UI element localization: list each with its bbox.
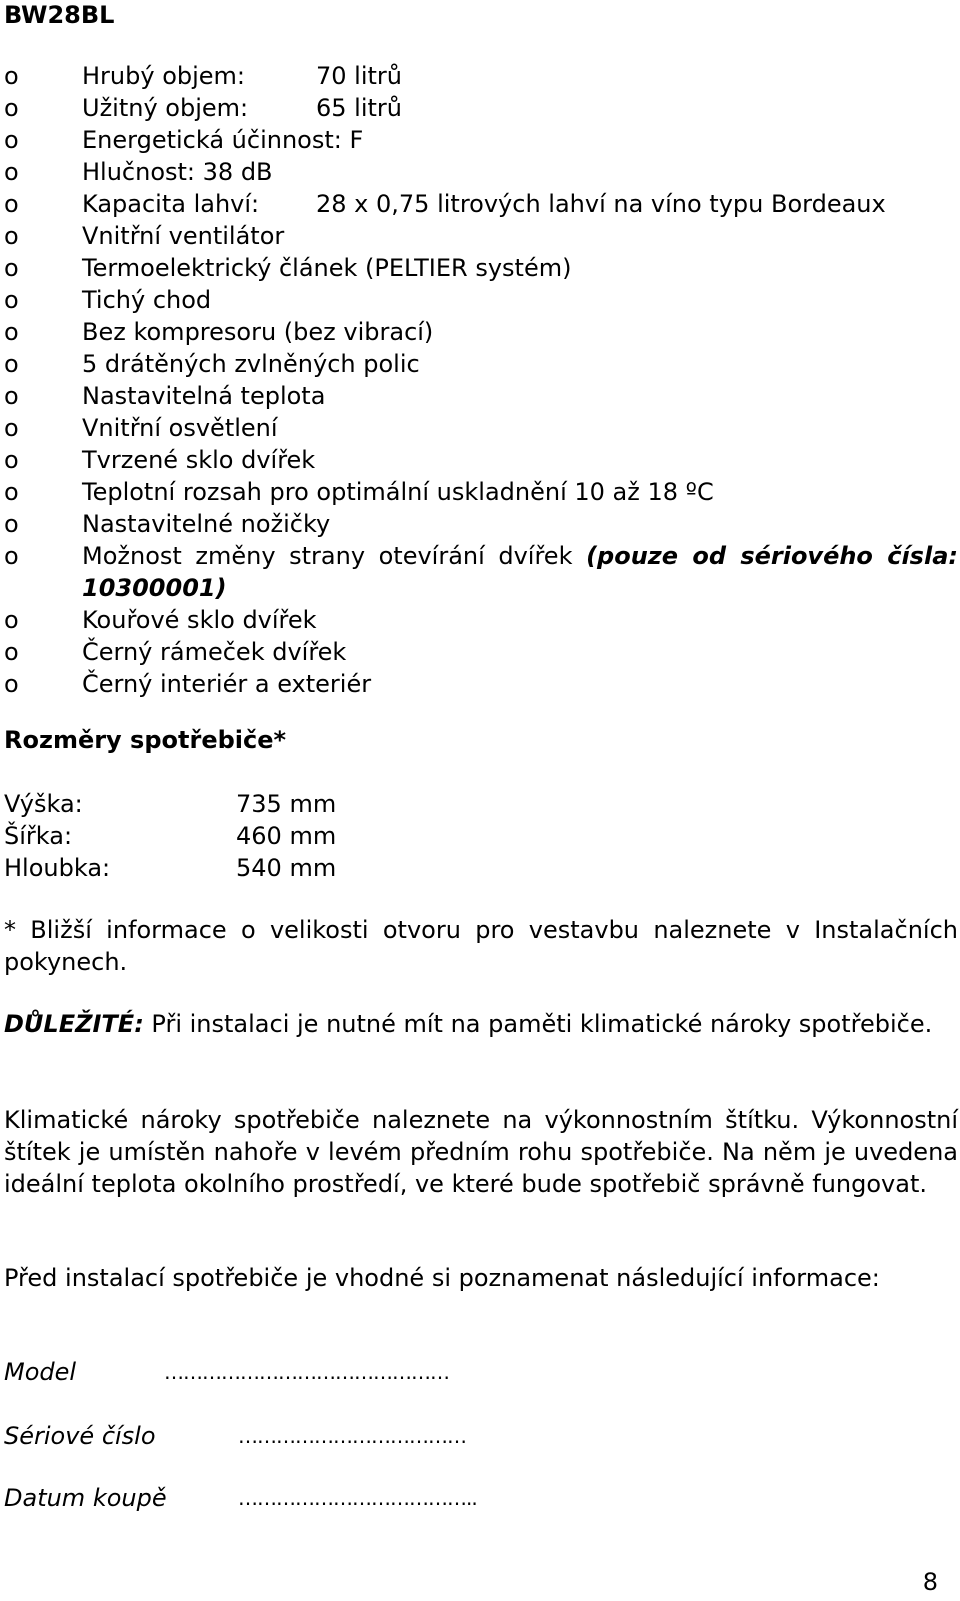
page-number: 8 (922, 1568, 938, 1596)
spec-label: Vnitřní osvětlení (82, 414, 278, 442)
spec-label: Tvrzené sklo dvířek (82, 446, 316, 474)
spec-item (0, 444, 958, 476)
bullet-icon: o (4, 382, 19, 410)
dimension-row (4, 788, 504, 820)
spec-serial-note: (pouze od sériového čísla: 10300001) (82, 542, 958, 602)
bullet-icon: o (4, 350, 19, 378)
bullet-icon: o (4, 62, 19, 90)
spec-item (0, 220, 958, 252)
footnote: * Bližší informace o velikosti otvoru pro vestavbu naleznete v Instalačních pokynech. (4, 916, 958, 976)
spec-label: Nastavitelné nožičky (82, 510, 331, 538)
dimension-value: 735 mm (236, 790, 337, 818)
bullet-icon: o (4, 254, 19, 282)
spec-item (0, 540, 958, 604)
spec-label: Teplotní rozsah pro optimální uskladnění 10 až 18 ºC (82, 478, 714, 506)
spec-label: Kouřové sklo dvířek (82, 606, 317, 634)
spec-item (0, 188, 958, 220)
bullet-icon: o (4, 542, 19, 570)
dimension-value: 460 mm (236, 822, 337, 850)
spec-value: 70 litrů (316, 62, 402, 90)
spec-item (0, 92, 958, 124)
important-note (4, 1008, 958, 1040)
spec-label: 5 drátěných zvlněných polic (82, 350, 420, 378)
spec-item (0, 348, 958, 380)
dimension-row (4, 852, 504, 884)
dimensions-table (4, 788, 504, 884)
spec-item (0, 252, 958, 284)
dimension-label: Výška: (4, 790, 83, 818)
spec-item (0, 124, 958, 156)
bullet-icon: o (4, 286, 19, 314)
dimensions-title: Rozměry spotřebiče* (4, 726, 287, 754)
bullet-icon: o (4, 94, 19, 122)
spec-label: Kapacita lahví: (82, 190, 260, 218)
spec-label: Černý rámeček dvířek (82, 638, 347, 666)
spec-list (0, 60, 958, 700)
spec-value: 28 x 0,75 litrových lahví na víno typu Bordeaux (316, 190, 886, 218)
spec-item (0, 316, 958, 348)
spec-item (0, 508, 958, 540)
spec-value: 65 litrů (316, 94, 402, 122)
spec-label: Hlučnost: 38 dB (82, 158, 273, 186)
spec-label: Černý interiér a exteriér (82, 670, 372, 698)
field-line-serial: ……………………………… (238, 1424, 466, 1448)
spec-label: Termoelektrický článek (PELTIER systém) (82, 254, 572, 282)
spec-label: Možnost změny strany otevírání dvířek (82, 542, 573, 570)
spec-label: Užitný objem: (82, 94, 249, 122)
spec-label: Bez kompresoru (bez vibrací) (82, 318, 434, 346)
bullet-icon: o (4, 158, 19, 186)
spec-item (0, 156, 958, 188)
spec-item (0, 636, 958, 668)
spec-item (0, 476, 958, 508)
spec-label: Nastavitelná teplota (82, 382, 326, 410)
dimension-row (4, 820, 504, 852)
field-line-model: ……………………………………… (164, 1360, 449, 1384)
spec-item (0, 412, 958, 444)
spec-label: Vnitřní ventilátor (82, 222, 285, 250)
spec-label: Energetická účinnost: F (82, 126, 364, 154)
spec-label: Hrubý objem: (82, 62, 246, 90)
important-text: Při instalaci je nutné mít na paměti klimatické nároky spotřebiče. (143, 1010, 933, 1038)
bullet-icon: o (4, 190, 19, 218)
field-line-purchase-date: ……………………………….. (238, 1486, 477, 1510)
climate-paragraph: Klimatické nároky spotřebiče naleznete na výkonnostním štítku. Výkonnostní štítek je umístěn nahoře v levém předním rohu spotřebiče. Na něm je uvedena ideální teplota okolního prostředí, ve které bude spotřebič správně fungovat. (4, 1106, 958, 1198)
model-code: BW28BL (4, 1, 115, 29)
bullet-icon: o (4, 414, 19, 442)
bullet-icon: o (4, 670, 19, 698)
bullet-icon: o (4, 606, 19, 634)
bullet-icon: o (4, 510, 19, 538)
bullet-icon: o (4, 222, 19, 250)
field-label-model: Model (4, 1358, 77, 1386)
important-label: DŮLEŽITÉ: (4, 1010, 144, 1038)
dimension-label: Šířka: (4, 822, 73, 850)
spec-item (0, 380, 958, 412)
bullet-icon: o (4, 126, 19, 154)
field-label-purchase-date: Datum koupě (4, 1484, 167, 1512)
spec-item (0, 60, 958, 92)
dimension-value: 540 mm (236, 854, 337, 882)
spec-item (0, 284, 958, 316)
spec-item (0, 604, 958, 636)
bullet-icon: o (4, 478, 19, 506)
spec-label: Tichý chod (82, 286, 212, 314)
dimension-label: Hloubka: (4, 854, 111, 882)
bullet-icon: o (4, 638, 19, 666)
before-install-paragraph: Před instalací spotřebiče je vhodné si poznamenat následující informace: (4, 1264, 880, 1292)
spec-item (0, 668, 958, 700)
bullet-icon: o (4, 318, 19, 346)
bullet-icon: o (4, 446, 19, 474)
field-label-serial: Sériové číslo (4, 1422, 156, 1450)
